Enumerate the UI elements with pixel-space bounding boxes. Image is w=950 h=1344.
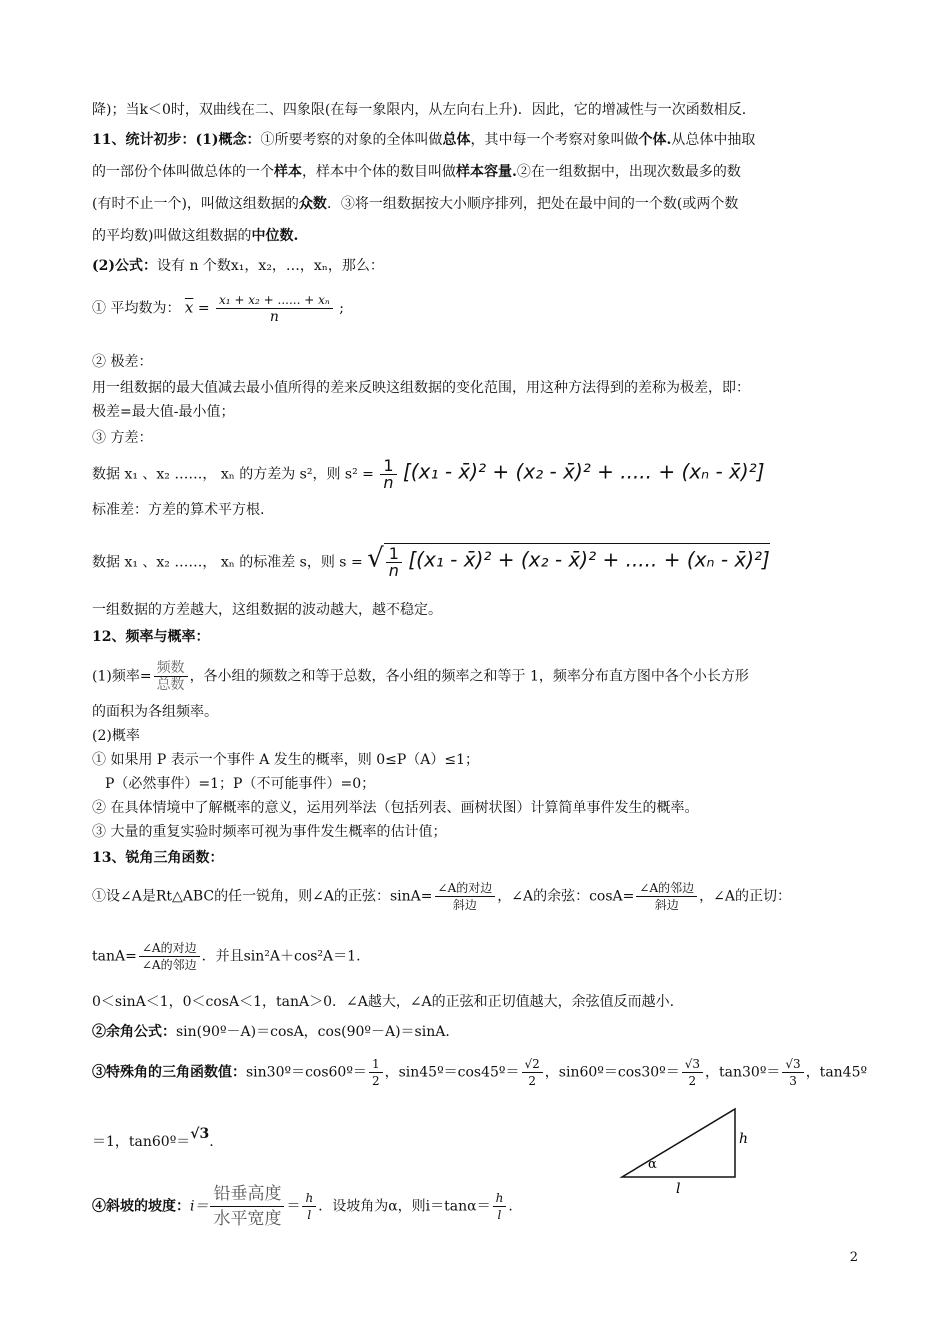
variance-frac: $\frac{1}{n}$ bbox=[380, 458, 396, 491]
text: ，sin45º＝cos45º＝ bbox=[384, 1064, 520, 1081]
text: ，tan30º＝ bbox=[705, 1064, 781, 1081]
cofunction-label: ②余角公式： bbox=[92, 1024, 176, 1040]
sqrt-body bbox=[384, 543, 770, 579]
tan-line bbox=[92, 940, 361, 973]
variance-label: ③ 方差： bbox=[92, 430, 153, 446]
special-values-line2 bbox=[92, 1124, 214, 1152]
std-formula bbox=[92, 543, 770, 579]
term-individual: 个体. bbox=[638, 132, 672, 148]
prob-label: (2)概率 bbox=[92, 728, 140, 744]
std-bracket: [(x₁ - x̄)² + (x₂ - x̄)² + ..... + (xₙ - x̄)²] bbox=[408, 547, 770, 572]
range-desc: 用一组数据的最大值减去最小值所得的差来反映这组数据的变化范围，用这种方法得到的差称为极差，即： bbox=[92, 380, 750, 396]
n: h bbox=[302, 1190, 316, 1207]
text: ①设∠A是Rt△ABC的任一锐角，则∠A的正弦：sinA= bbox=[92, 888, 433, 905]
sqrt-sign: √ bbox=[367, 543, 384, 574]
range-label: ② 极差： bbox=[92, 354, 153, 370]
term-sample-size: 样本容量. bbox=[456, 164, 517, 180]
text: ＝ bbox=[286, 1198, 301, 1215]
variance-note: 一组数据的方差越大，这组数据的波动越大，越不稳定。 bbox=[92, 602, 442, 618]
s11-line4 bbox=[92, 226, 298, 246]
mean-numerator: x₁ + x₂ + ...... + xₙ bbox=[216, 292, 333, 309]
s11-title: 11、统计初步：(1)概念： bbox=[92, 132, 261, 148]
prob-4: ③ 大量的重复实验时频率可视为事件发生概率的估计值； bbox=[92, 824, 447, 840]
triangle bbox=[622, 1109, 735, 1177]
std-text: 数据 x₁ 、x₂ ……， xₙ 的标准差 s，则 s = bbox=[92, 554, 363, 571]
n: h bbox=[493, 1190, 507, 1207]
frac-half bbox=[369, 1056, 383, 1089]
h-over-l-2 bbox=[493, 1190, 507, 1223]
text: ＝1，tan60º＝ bbox=[92, 1134, 191, 1150]
term-population: 总体 bbox=[442, 132, 471, 148]
n: √3 bbox=[682, 1056, 703, 1073]
line-hyperbola: 降)；当k＜0时，双曲线在二、四象限(在每一象限内，从左向右上升)．因此，它的增减性与一次函数相反. bbox=[92, 102, 747, 118]
freq-den: 总数 bbox=[156, 677, 185, 693]
hyp: 斜边 bbox=[452, 898, 477, 912]
d: 2 bbox=[371, 1074, 380, 1088]
root3: √3 bbox=[190, 1126, 210, 1142]
mean-fraction bbox=[216, 292, 333, 325]
trig-range-line: 0＜sinA＜1，0＜cosA＜1，tanA＞0．∠A越大，∠A的正弦和正切值越大，余弦值反而越小. bbox=[92, 994, 675, 1010]
frac-root3-3 bbox=[782, 1056, 803, 1089]
text: sin30º＝cos60º＝ bbox=[246, 1064, 367, 1081]
d: l bbox=[497, 1208, 502, 1222]
freq-line bbox=[92, 660, 749, 693]
text: ，∠A的余弦：cosA= bbox=[497, 888, 635, 905]
text: ．设坡角为α，则i＝tanα＝ bbox=[318, 1198, 491, 1215]
freq-label: (1)频率= bbox=[92, 668, 152, 685]
opp: ∠A的对边 bbox=[139, 940, 200, 957]
freq-fraction bbox=[154, 660, 188, 693]
label-h: h bbox=[739, 1131, 749, 1147]
slope-triangle-diagram bbox=[618, 1105, 758, 1195]
text: tanA= bbox=[92, 948, 137, 965]
frac-root2 bbox=[522, 1056, 543, 1089]
text: sin(90º－A)＝cosA，cos(90º－A)＝sinA. bbox=[176, 1024, 450, 1040]
n: √3 bbox=[782, 1056, 803, 1073]
text: ，各小组的频数之和等于总数，各小组的频率之和等于 1，频率分布直方图中各个小长方形 bbox=[189, 668, 749, 685]
freq-num: 频数 bbox=[154, 660, 188, 677]
prob-2: P（必然事件）=1；P（不可能事件）=0； bbox=[105, 776, 376, 792]
n: 1 bbox=[369, 1056, 383, 1073]
x-bar: $\overline{x}$ bbox=[184, 298, 194, 317]
hyp: 斜边 bbox=[654, 898, 679, 912]
d: 3 bbox=[789, 1074, 797, 1088]
text: i＝ bbox=[190, 1198, 209, 1215]
text: ，tan45º bbox=[805, 1064, 868, 1081]
text: (有时不止一个)，叫做这组数据的 bbox=[92, 196, 299, 212]
text: 的一部份个体叫做总体的一个 bbox=[92, 164, 274, 180]
label-l: l bbox=[676, 1181, 681, 1195]
h-over-l bbox=[302, 1190, 316, 1223]
text: ②在一组数据中，出现次数最多的数 bbox=[516, 164, 741, 180]
mean-denominator: n bbox=[269, 309, 279, 325]
text: ，样本中个体的数目叫做 bbox=[302, 164, 456, 180]
text: . bbox=[209, 1134, 214, 1150]
adj: ∠A的邻边 bbox=[636, 880, 697, 897]
special-values-line bbox=[92, 1056, 867, 1089]
label-alpha: α bbox=[648, 1157, 657, 1172]
text: 从总体中抽取 bbox=[671, 132, 756, 148]
s11-line2 bbox=[92, 162, 741, 182]
page-number: 2 bbox=[849, 1250, 858, 1265]
term-median: 中位数. bbox=[251, 228, 299, 244]
text: ，其中每一个考察对象叫做 bbox=[470, 132, 639, 148]
n: √2 bbox=[522, 1056, 543, 1073]
prob-1: ① 如果用 P 表示一个事件 A 发生的概率，则 0≤P（A）≤1； bbox=[92, 752, 480, 768]
s11-line1 bbox=[92, 130, 755, 150]
tan-fraction bbox=[139, 940, 200, 973]
text: ．并且sin²A＋cos²A＝1. bbox=[201, 948, 361, 965]
variance-bracket: [(x₁ - x̄)² + (x₂ - x̄)² + ..... + (xₙ - x̄)²] bbox=[403, 459, 765, 484]
variance-text: 数据 x₁ 、x₂ ……， xₙ 的方差为 s²，则 s² = bbox=[92, 466, 374, 483]
slope-line bbox=[92, 1182, 513, 1231]
d: 2 bbox=[688, 1074, 697, 1088]
cofunction-line bbox=[92, 1022, 450, 1042]
formula-heading: (2)公式： bbox=[92, 258, 157, 274]
slope-den: 水平宽度 bbox=[213, 1209, 282, 1229]
term-mode: 众数 bbox=[298, 196, 327, 212]
opp: ∠A的对边 bbox=[435, 880, 496, 897]
s12-title: 12、频率与概率： bbox=[92, 629, 210, 645]
cos-fraction bbox=[636, 880, 697, 913]
slope-label: ④斜坡的坡度： bbox=[92, 1198, 190, 1215]
sin-fraction bbox=[435, 880, 496, 913]
text: 设有 n 个数x₁，x₂，…，xₙ，那么： bbox=[157, 258, 384, 274]
d: 2 bbox=[528, 1074, 536, 1088]
s11-formula-head bbox=[92, 256, 384, 276]
text: . bbox=[508, 1198, 513, 1215]
trig-def-line bbox=[92, 880, 791, 913]
prob-3: ② 在具体情境中了解概率的意义，运用列举法（包括列表、画树状图）计算简单事件发生的概率。 bbox=[92, 800, 699, 816]
std-label: 标准差：方差的算术平方根. bbox=[92, 502, 265, 518]
text: ，sin60º＝cos30º＝ bbox=[544, 1064, 680, 1081]
mean-label: ① 平均数为： bbox=[92, 300, 181, 317]
variance-formula bbox=[92, 458, 765, 491]
text: ，∠A的正切： bbox=[699, 888, 791, 905]
text: ①所要考察的对象的全体叫做 bbox=[260, 132, 443, 148]
d: l bbox=[307, 1208, 312, 1222]
std-frac: $\frac{1}{n}$ bbox=[386, 546, 402, 579]
special-label: ③特殊角的三角函数值： bbox=[92, 1064, 246, 1081]
s11-line3 bbox=[92, 194, 738, 214]
range-formula: 极差=最大值-最小值； bbox=[92, 404, 235, 420]
adj: ∠A的邻边 bbox=[141, 958, 197, 972]
term-sample: 样本 bbox=[274, 164, 302, 180]
frac-root3-2 bbox=[682, 1056, 703, 1089]
s13-title: 13、锐角三角函数： bbox=[92, 850, 224, 866]
mean-formula: ① 平均数为： $\overline{x}$ = $\frac{\text{x₁ + x₂ + ...... + xₙ}}{n}$ ; bbox=[92, 293, 344, 325]
text: 的平均数)叫做这组数据的 bbox=[92, 228, 252, 244]
freq-line2: 的面积为各组频率。 bbox=[92, 704, 218, 720]
slope-num: 铅垂高度 bbox=[210, 1182, 284, 1207]
slope-fraction bbox=[210, 1182, 284, 1231]
text: ．③将一组数据按大小顺序排列，把处在最中间的一个数(或两个数 bbox=[326, 196, 739, 212]
